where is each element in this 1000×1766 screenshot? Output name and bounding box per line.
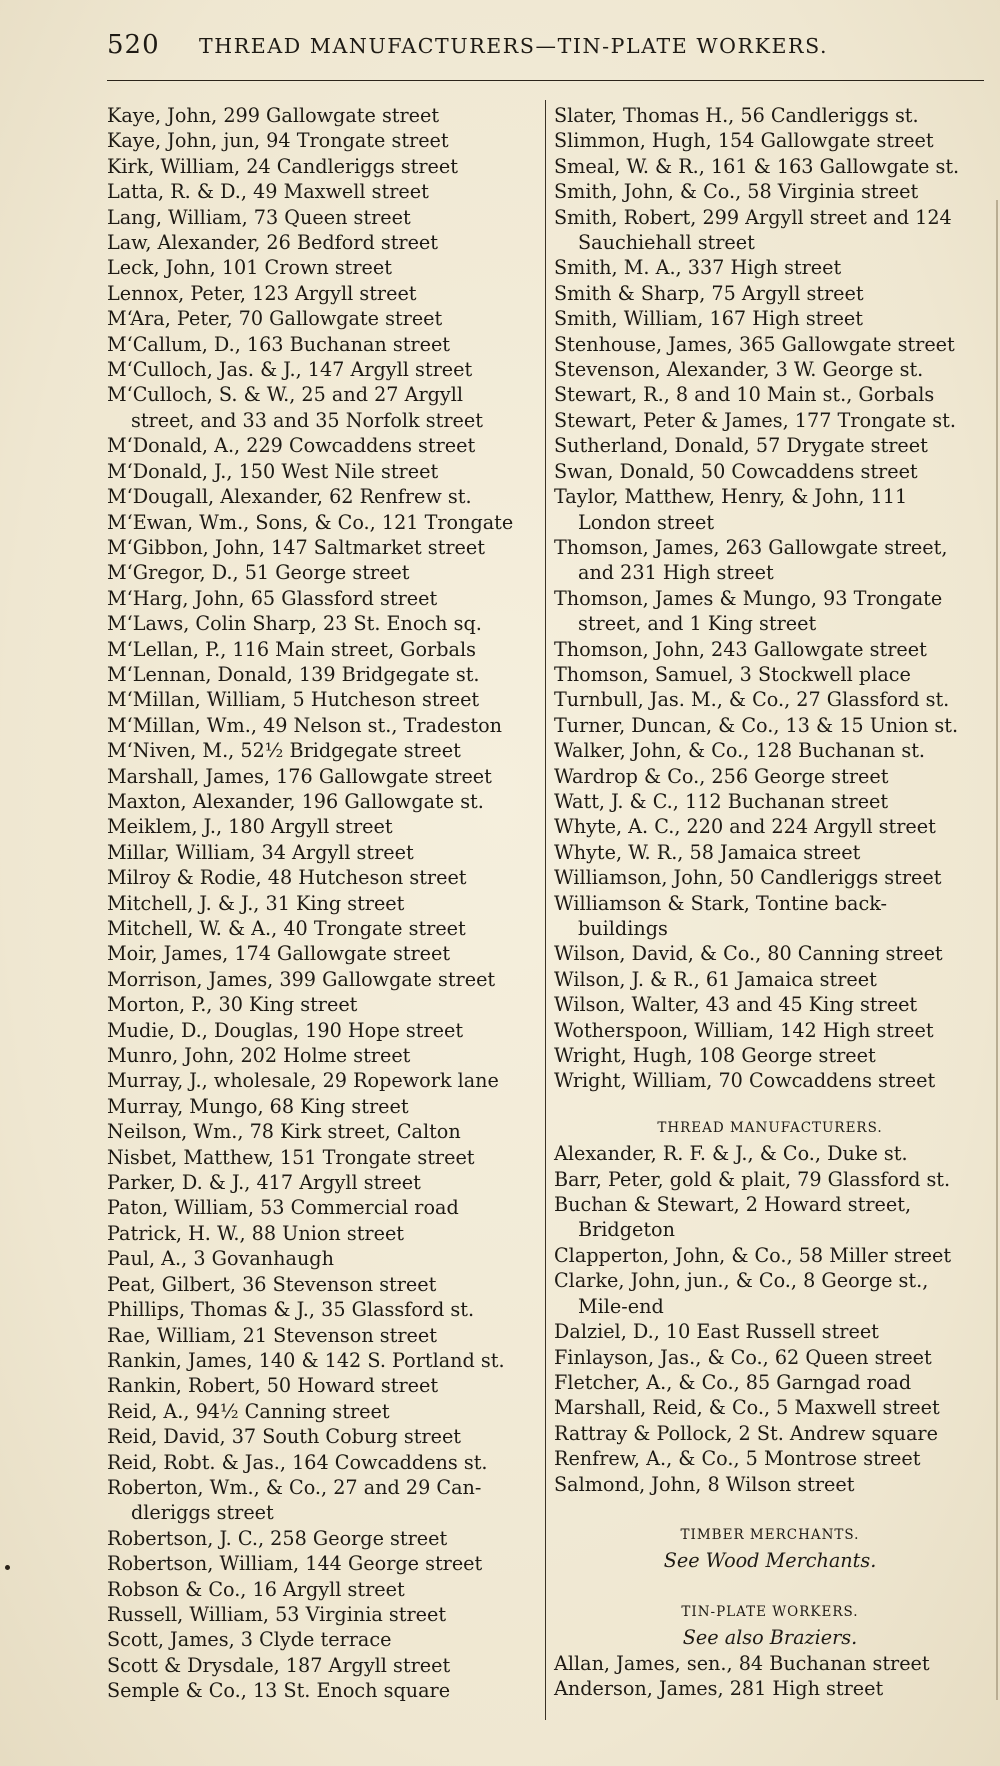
directory-entry: [107, 1119, 535, 1144]
section-heading-thread-manufacturers: THREAD MANUFACTURERS.: [657, 1119, 883, 1136]
entry-line: Kirk, William, 24 Candleriggs street: [107, 154, 458, 178]
directory-entry: [554, 891, 986, 942]
entry-line: Marshall, James, 176 Gallowgate street: [107, 764, 492, 788]
directory-entry: [107, 535, 535, 560]
section-heading-tin-plate-workers: TIN-PLATE WORKERS.: [681, 1603, 859, 1620]
directory-entry: [107, 179, 535, 204]
directory-entry: [554, 459, 986, 484]
directory-entry: [107, 1678, 535, 1703]
directory-entry: [554, 687, 986, 712]
entry-line: buildings: [578, 917, 668, 940]
running-head: THREAD MANUFACTURERS—TIN-PLATE WORKERS.: [199, 34, 829, 58]
entry-line: Anderson, James, 281 High street: [554, 1676, 884, 1700]
directory-entry: [554, 484, 986, 535]
entry-line: M‘Laws, Colin Sharp, 23 St. Enoch sq.: [107, 612, 482, 636]
entry-line: Allan, James, sen., 84 Buchanan street: [554, 1651, 930, 1675]
directory-entry: [107, 789, 535, 814]
entry-line: Morton, P., 30 King street: [107, 993, 358, 1017]
entry-line: Slimmon, Hugh, 154 Gallowgate street: [554, 129, 934, 153]
thread-manufacturers-list: [554, 1141, 986, 1497]
directory-entry: [107, 382, 535, 433]
directory-entry: [107, 205, 535, 230]
entry-line: Mile-end: [578, 1294, 664, 1318]
entry-line: M‘Lellan, P., 116 Main street, Gorbals: [107, 637, 476, 661]
entry-line: Munro, John, 202 Holme street: [107, 1044, 411, 1068]
directory-entry: [554, 1141, 986, 1166]
directory-entry: [107, 1043, 535, 1068]
entry-line: Patrick, H. W., 88 Union street: [107, 1221, 405, 1245]
directory-entry: [107, 687, 535, 712]
directory-entry: [107, 1399, 535, 1424]
entry-line: Clapperton, John, & Co., 58 Miller street: [554, 1243, 952, 1267]
entry-line: Russell, William, 53 Virginia street: [107, 1602, 447, 1626]
directory-entry: [107, 1551, 535, 1576]
entry-line: Barr, Peter, gold & plait, 79 Glassford st.: [554, 1167, 951, 1191]
directory-entry: [107, 306, 535, 331]
entry-line: Robertson, William, 144 George street: [107, 1552, 483, 1576]
entry-line: Smith & Sharp, 75 Argyll street: [554, 281, 864, 305]
entry-line: Stewart, R., 8 and 10 Main st., Gorbals: [554, 383, 935, 407]
directory-entry: [107, 840, 535, 865]
directory-entry: [107, 281, 535, 306]
directory-entry: [107, 154, 535, 179]
entry-line: Scott & Drysdale, 187 Argyll street: [107, 1653, 451, 1677]
directory-entry: [107, 510, 535, 535]
entry-line: Thomson, John, 243 Gallowgate street: [554, 637, 927, 661]
directory-entry: [107, 1323, 535, 1348]
directory-entry: [554, 433, 986, 458]
entry-line: Clarke, John, jun., & Co., 8 George st.,: [554, 1269, 929, 1293]
directory-entry: [107, 713, 535, 738]
directory-entry: [107, 459, 535, 484]
entry-line: Thomson, Samuel, 3 Stockwell place: [554, 662, 911, 686]
page-edge-shadow: [996, 200, 998, 1700]
entry-line: Peat, Gilbert, 36 Stevenson street: [107, 1272, 437, 1296]
directory-entry: [107, 738, 535, 763]
entry-line: Williamson & Stark, Tontine back-: [554, 891, 888, 915]
entry-line: Wright, William, 70 Cowcaddens street: [554, 1069, 936, 1093]
entry-line: Turnbull, Jas. M., & Co., 27 Glassford st.: [554, 688, 950, 712]
directory-entry: [554, 154, 986, 179]
directory-entry: [554, 179, 986, 204]
directory-entry: [554, 1446, 986, 1471]
entry-line: London street: [578, 510, 715, 534]
directory-entry: [554, 967, 986, 992]
entry-line: Stewart, Peter & James, 177 Trongate st.: [554, 408, 956, 432]
entry-line: Lennox, Peter, 123 Argyll street: [107, 281, 417, 305]
entry-line: Reid, David, 37 South Coburg street: [107, 1425, 462, 1449]
directory-entry: [554, 1268, 986, 1319]
entry-line: Buchan & Stewart, 2 Howard street,: [554, 1193, 912, 1217]
continued-entries: [554, 103, 986, 1094]
entry-line: M‘Culloch, Jas. & J., 147 Argyll street: [107, 358, 473, 382]
entry-line: Wardrop & Co., 256 George street: [554, 764, 889, 788]
entry-line: Kaye, John, jun, 94 Trongate street: [107, 129, 449, 153]
entry-line: Reid, Robt. & Jas., 164 Cowcaddens st.: [107, 1450, 488, 1474]
directory-entry: [554, 1243, 986, 1268]
entry-line: Leck, John, 101 Crown street: [107, 256, 392, 280]
directory-entry: [554, 1676, 986, 1701]
header-rule: [107, 80, 984, 81]
entry-line: Mitchell, J. & J., 31 King street: [107, 891, 405, 915]
entry-line: Smith, William, 167 High street: [554, 307, 863, 331]
entry-line: Watt, J. & C., 112 Buchanan street: [554, 789, 889, 813]
directory-entry: [107, 1272, 535, 1297]
directory-entry: [107, 814, 535, 839]
directory-entry: [107, 865, 535, 890]
directory-entry: [107, 662, 535, 687]
directory-entry: [107, 332, 535, 357]
directory-entry: [107, 560, 535, 585]
entry-line: Wotherspoon, William, 142 High street: [554, 1018, 934, 1042]
directory-entry: [554, 814, 986, 839]
entry-line: Latta, R. & D., 49 Maxwell street: [107, 180, 429, 204]
directory-entry: [107, 1450, 535, 1475]
directory-entry: [554, 1345, 986, 1370]
entry-line: Millar, William, 34 Argyll street: [107, 840, 414, 864]
directory-entry: [107, 1170, 535, 1195]
entry-line: Dalziel, D., 10 East Russell street: [554, 1320, 879, 1344]
entry-line: Whyte, W. R., 58 Jamaica street: [554, 840, 861, 864]
entry-line: Wilson, J. & R., 61 Jamaica street: [554, 967, 877, 991]
entry-line: Salmond, John, 8 Wilson street: [554, 1472, 855, 1496]
directory-entry: [107, 357, 535, 382]
see-reference-tin-plate: See also Braziers.: [682, 1626, 858, 1650]
entry-line: Paul, A., 3 Govanhaugh: [107, 1247, 334, 1271]
directory-entry: [107, 1145, 535, 1170]
directory-entry: [107, 891, 535, 916]
directory-entry: [554, 1068, 986, 1093]
entry-line: Roberton, Wm., & Co., 27 and 29 Can-: [107, 1475, 482, 1499]
directory-entry: [554, 789, 986, 814]
directory-entry: [554, 941, 986, 966]
entry-line: Robson & Co., 16 Argyll street: [107, 1577, 405, 1601]
entry-line: Walker, John, & Co., 128 Buchanan st.: [554, 739, 926, 763]
directory-entry: [554, 382, 986, 407]
directory-entry: [107, 1602, 535, 1627]
entry-line: Finlayson, Jas., & Co., 62 Queen street: [554, 1345, 932, 1369]
tin-plate-workers-list: [554, 1651, 986, 1702]
directory-entry: [107, 255, 535, 280]
entry-line: Whyte, A. C., 220 and 224 Argyll street: [554, 815, 936, 839]
entry-line: Rankin, Robert, 50 Howard street: [107, 1374, 439, 1398]
entry-line: Fletcher, A., & Co., 85 Garngad road: [554, 1370, 912, 1394]
directory-entry: [554, 1018, 986, 1043]
directory-entry: [107, 1526, 535, 1551]
entry-line: Marshall, Reid, & Co., 5 Maxwell street: [554, 1396, 940, 1420]
entry-line: Wilson, Walter, 43 and 45 King street: [554, 993, 918, 1017]
entry-line: Turner, Duncan, & Co., 13 & 15 Union st.: [554, 713, 959, 737]
directory-entry: [554, 205, 986, 256]
entry-line: Mudie, D., Douglas, 190 Hope street: [107, 1018, 464, 1042]
entry-line: M‘Culloch, S. & W., 25 and 27 Argyll: [107, 383, 464, 407]
directory-entry: [554, 408, 986, 433]
entry-line: Robertson, J. C., 258 George street: [107, 1526, 448, 1550]
directory-entry: [107, 916, 535, 941]
entry-line: Smith, Robert, 299 Argyll street and 124: [554, 205, 952, 229]
directory-entry: [107, 764, 535, 789]
entry-line: Williamson, John, 50 Candleriggs street: [554, 866, 942, 890]
entry-line: M‘Millan, William, 5 Hutcheson street: [107, 688, 480, 712]
entry-line: M‘Dougall, Alexander, 62 Renfrew st.: [107, 485, 472, 509]
entry-line: M‘Ara, Peter, 70 Gallowgate street: [107, 307, 443, 331]
directory-entry: [554, 1651, 986, 1676]
entry-line: Maxton, Alexander, 196 Gallowgate st.: [107, 789, 484, 813]
directory-entry: [554, 586, 986, 637]
entry-line: Rankin, James, 140 & 142 S. Portland st.: [107, 1348, 505, 1372]
directory-entry: [554, 713, 986, 738]
directory-entry: [107, 611, 535, 636]
entry-line: M‘Niven, M., 52½ Bridgegate street: [107, 739, 461, 763]
directory-entry: [554, 840, 986, 865]
directory-entry: [107, 586, 535, 611]
directory-entry: [107, 1068, 535, 1093]
entry-line: Stevenson, Alexander, 3 W. George st.: [554, 358, 924, 382]
entry-line: Nisbet, Matthew, 151 Trongate street: [107, 1145, 475, 1169]
entry-line: dleriggs street: [131, 1501, 274, 1525]
entry-line: Murray, Mungo, 68 King street: [107, 1094, 409, 1118]
entry-line: M‘Gibbon, John, 147 Saltmarket street: [107, 535, 485, 559]
entry-line: Scott, James, 3 Clyde terrace: [107, 1628, 392, 1652]
entry-line: Bridgeton: [578, 1218, 675, 1242]
ink-dot: [5, 1565, 10, 1570]
directory-entry: [554, 1370, 986, 1395]
entry-line: Reid, A., 94½ Canning street: [107, 1399, 390, 1423]
page-number: 520: [107, 30, 160, 60]
directory-entry: [107, 1424, 535, 1449]
entry-line: Thomson, James, 263 Gallowgate street,: [554, 535, 948, 559]
entry-line: Stenhouse, James, 365 Gallowgate street: [554, 332, 955, 356]
entry-line: M‘Harg, John, 65 Glassford street: [107, 586, 438, 610]
entry-line: Alexander, R. F. & J., & Co., Duke st.: [554, 1142, 908, 1166]
column-divider: [545, 100, 546, 1720]
entry-line: M‘Donald, J., 150 West Nile street: [107, 459, 439, 483]
directory-entry: [554, 306, 986, 331]
directory-entry: [107, 1094, 535, 1119]
entry-line: M‘Ewan, Wm., Sons, & Co., 121 Trongate: [107, 510, 514, 534]
right-column: [554, 103, 986, 1701]
directory-entry: [554, 738, 986, 763]
directory-entry: [554, 1421, 986, 1446]
directory-entry: [107, 433, 535, 458]
entry-line: and 231 High street: [578, 561, 774, 585]
directory-entry: [107, 1653, 535, 1678]
entry-line: Sauchiehall street: [578, 231, 755, 255]
directory-entry: [107, 1475, 535, 1526]
entry-line: Paton, William, 53 Commercial road: [107, 1196, 459, 1220]
directory-entry: [554, 637, 986, 662]
entry-line: Lang, William, 73 Queen street: [107, 205, 411, 229]
entry-line: Thomson, James & Mungo, 93 Trongate: [554, 586, 943, 610]
directory-entry: [107, 103, 535, 128]
directory-entry: [107, 1627, 535, 1652]
directory-entry: [554, 535, 986, 586]
directory-entry: [107, 484, 535, 509]
directory-entry: [554, 255, 986, 280]
directory-entry: [554, 1192, 986, 1243]
entry-line: Slater, Thomas H., 56 Candleriggs st.: [554, 104, 919, 127]
directory-entry: [107, 1195, 535, 1220]
directory-entry: [554, 128, 986, 153]
entry-line: Smith, John, & Co., 58 Virginia street: [554, 180, 919, 204]
entry-line: Phillips, Thomas & J., 35 Glassford st.: [107, 1298, 475, 1322]
directory-entry: [554, 357, 986, 382]
entry-line: Mitchell, W. & A., 40 Trongate street: [107, 917, 466, 940]
entry-line: Moir, James, 174 Gallowgate street: [107, 942, 451, 966]
entry-line: Smeal, W. & R., 161 & 163 Gallowgate st.: [554, 154, 960, 178]
page-header: [107, 30, 907, 70]
directory-entry: [554, 1043, 986, 1068]
entry-line: Semple & Co., 13 St. Enoch square: [107, 1679, 451, 1703]
entry-line: street, and 33 and 35 Norfolk street: [131, 408, 483, 432]
entry-line: Taylor, Matthew, Henry, & John, 111: [554, 485, 908, 509]
entry-line: M‘Callum, D., 163 Buchanan street: [107, 332, 451, 356]
directory-entry: [554, 332, 986, 357]
entry-line: Morrison, James, 399 Gallowgate street: [107, 967, 496, 991]
entry-line: Smith, M. A., 337 High street: [554, 256, 842, 280]
directory-entry: [107, 1246, 535, 1271]
entry-line: M‘Gregor, D., 51 George street: [107, 561, 410, 585]
entry-line: street, and 1 King street: [578, 612, 817, 636]
entry-line: Rae, William, 21 Stevenson street: [107, 1323, 437, 1347]
directory-entry: [107, 1297, 535, 1322]
directory-entry: [107, 128, 535, 153]
left-column: [107, 103, 535, 1704]
entry-line: Wilson, David, & Co., 80 Canning street: [554, 942, 943, 966]
entry-line: Kaye, John, 299 Gallowgate street: [107, 104, 440, 127]
section-heading-timber-merchants: TIMBER MERCHANTS.: [680, 1526, 860, 1543]
entry-line: M‘Donald, A., 229 Cowcaddens street: [107, 434, 476, 458]
directory-entry: [107, 967, 535, 992]
directory-entry: [107, 941, 535, 966]
directory-entry: [554, 764, 986, 789]
directory-entry: [107, 1373, 535, 1398]
entry-line: Wright, Hugh, 108 George street: [554, 1044, 876, 1068]
directory-entry: [107, 637, 535, 662]
entry-line: Law, Alexander, 26 Bedford street: [107, 231, 439, 255]
directory-entry: [554, 1472, 986, 1497]
directory-entry: [107, 1221, 535, 1246]
directory-entry: [554, 992, 986, 1017]
entry-line: Rattray & Pollock, 2 St. Andrew square: [554, 1421, 938, 1445]
entry-line: Sutherland, Donald, 57 Drygate street: [554, 434, 928, 458]
directory-entry: [554, 1319, 986, 1344]
directory-entry: [107, 992, 535, 1017]
entry-line: Meiklem, J., 180 Argyll street: [107, 815, 393, 839]
directory-entry: [554, 103, 986, 128]
entry-line: M‘Millan, Wm., 49 Nelson st., Tradeston: [107, 713, 503, 737]
directory-entry: [554, 865, 986, 890]
directory-entry: [107, 1577, 535, 1602]
directory-entry: [554, 281, 986, 306]
directory-entry: [107, 230, 535, 255]
entry-line: Swan, Donald, 50 Cowcaddens street: [554, 459, 918, 483]
directory-entry: [107, 1018, 535, 1043]
entry-line: Renfrew, A., & Co., 5 Montrose street: [554, 1447, 921, 1471]
see-reference-timber: See Wood Merchants.: [663, 1549, 877, 1573]
directory-entry: [554, 1167, 986, 1192]
entry-line: Murray, J., wholesale, 29 Ropework lane: [107, 1069, 499, 1093]
entry-line: Parker, D. & J., 417 Argyll street: [107, 1171, 421, 1195]
entry-line: M‘Lennan, Donald, 139 Bridgegate st.: [107, 662, 480, 686]
directory-entry: [107, 1348, 535, 1373]
entry-line: Neilson, Wm., 78 Kirk street, Calton: [107, 1120, 461, 1144]
entry-line: Milroy & Rodie, 48 Hutcheson street: [107, 866, 467, 890]
directory-entry: [554, 662, 986, 687]
directory-entry: [554, 1395, 986, 1420]
